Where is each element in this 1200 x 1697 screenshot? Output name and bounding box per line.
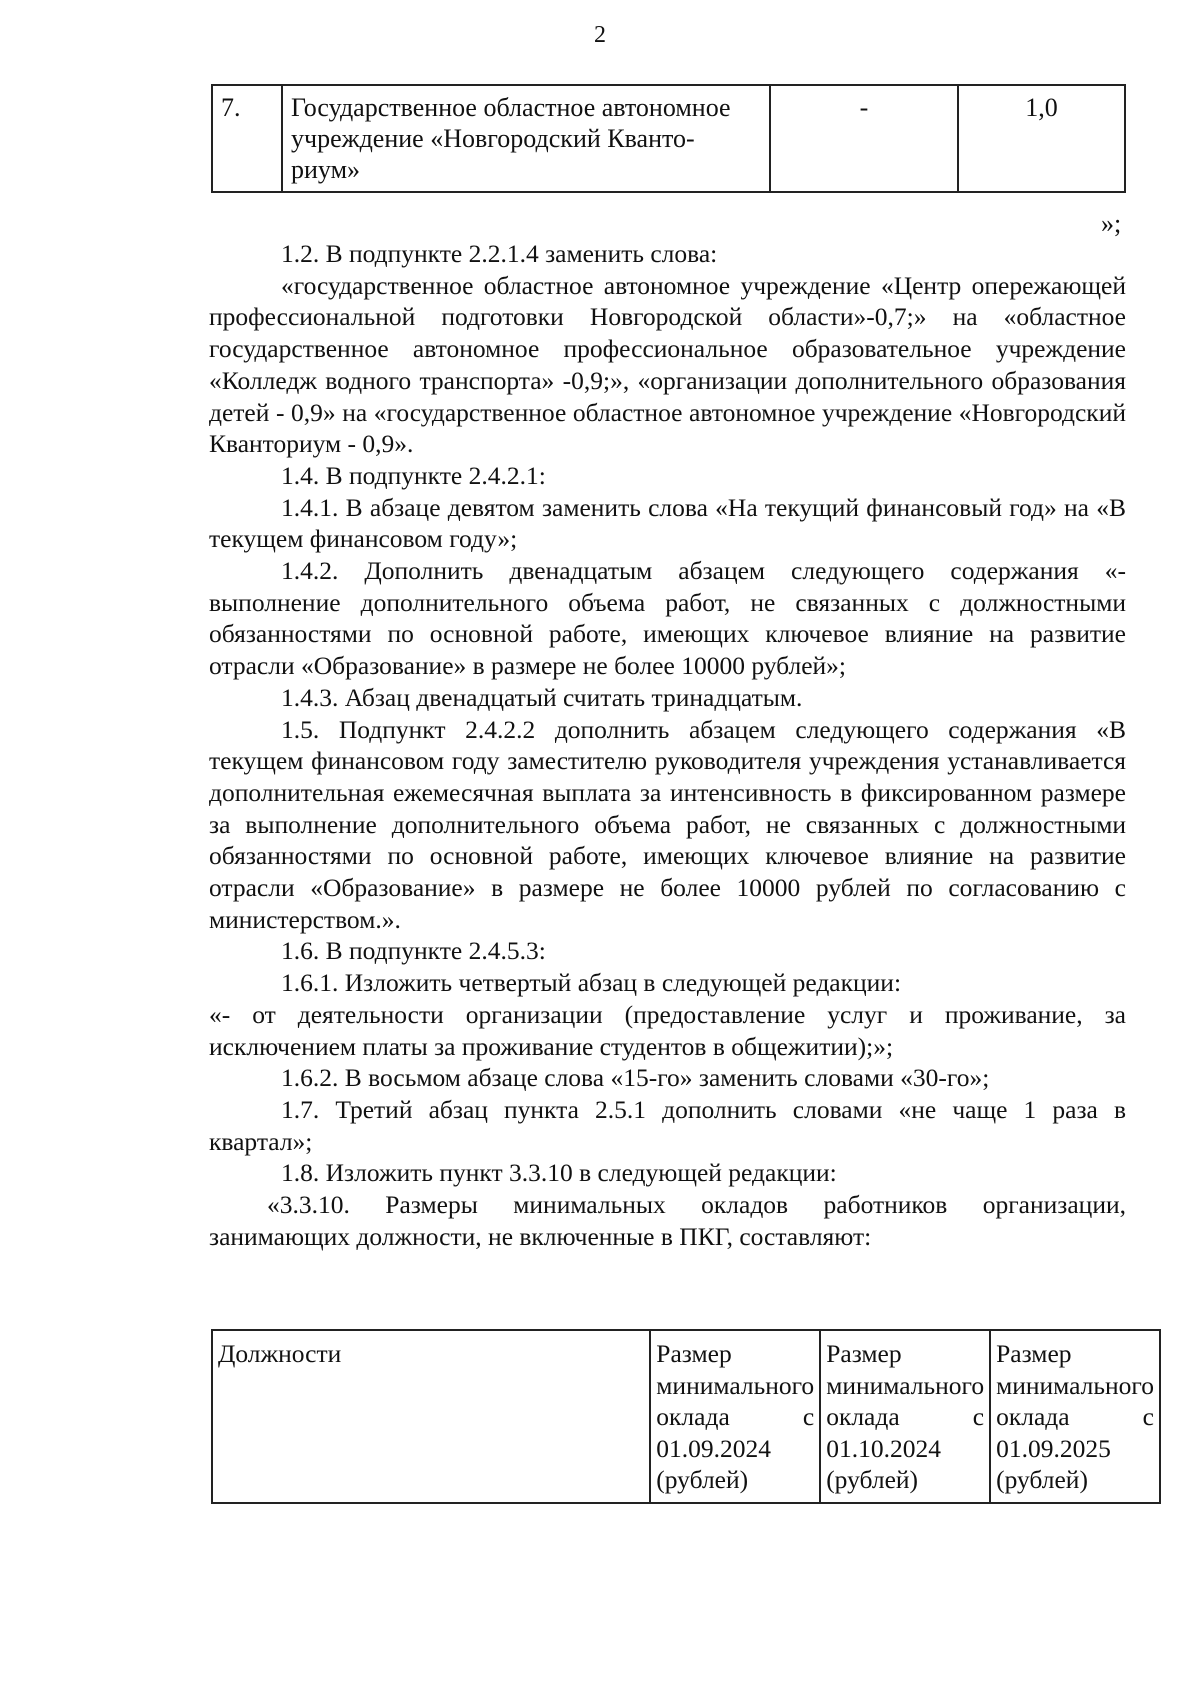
column-header-positions: Должности <box>212 1330 650 1503</box>
paragraph-1-6-2: 1.6.2. В восьмом абзаце слова «15-го» заменить словами «30-го»; <box>281 1063 990 1093</box>
coefficient-value: 1,0 <box>958 85 1125 192</box>
dash-cell: - <box>770 85 958 192</box>
document-body <box>209 238 1126 1253</box>
paragraph-fourth-abzac: «- от деятельности организации (предоставление услуг и проживание, за исключением платы за проживание студентов в общежитии);»; <box>209 999 1126 1061</box>
paragraph-3-3-10: «3.3.10. Размеры минимальных окладов работников организации, занимающих должности, не включенные в ПКГ, составляют: <box>209 1190 1126 1251</box>
paragraph-1-4-1: 1.4.1. В абзаце девятом заменить слова «На текущий финансовый год» на «В текущем финансовом году»; <box>209 492 1126 554</box>
salary-table <box>211 1329 1161 1504</box>
paragraph-1-2: 1.2. В подпункте 2.2.1.4 заменить слова: <box>281 239 718 268</box>
paragraph-1-4: 1.4. В подпункте 2.4.2.1: <box>281 460 546 490</box>
column-header-salary-2024-09: Размер минимального оклада с 01.09.2024 (рублей) <box>650 1330 820 1503</box>
institution-name: Государственное областное автономное учреждение «Новгородский Кванто-риум» <box>282 85 770 192</box>
table-row <box>212 85 1125 192</box>
paragraph-1-6-1: 1.6.1. Изложить четвертый абзац в следующей редакции: <box>281 968 902 998</box>
paragraph-1-5: 1.5. Подпункт 2.4.2.2 дополнить абзацем следующего содержания «В текущем финансовом году заместителю руководителя учреждения устанавливается дополнительная ежемесячная выплата за интенсивность в фиксированном размере за выполнение дополнительного объема работ, не связанных с должностными обязанностями по основной работе, имеющих ключевое влияние на развитие отрасли «Образование» в размере не более 10000 рублей по согласованию с министерством.». <box>209 714 1126 934</box>
row-number: 7. <box>212 85 282 192</box>
paragraph-1-6: 1.6. В подпункте 2.4.5.3: <box>281 936 546 966</box>
column-header-salary-2024-10: Размер минимального оклада с 01.10.2024 (рублей) <box>820 1330 990 1503</box>
institution-table <box>211 84 1126 193</box>
table-header-row <box>212 1330 1160 1503</box>
table-closing-quote: »; <box>1101 209 1122 238</box>
paragraph-1-7: 1.7. Третий абзац пункта 2.5.1 дополнить словами «не чаще 1 раза в квартал»; <box>209 1094 1126 1156</box>
paragraph-1-4-2: 1.4.2. Дополнить двенадцатым абзацем следующего содержания «- выполнение дополнительного объема работ, не связанных с должностными обязанностями по основной работе, имеющих ключевое влияние на развитие отрасли «Образование» в размере не более 10000 рублей»; <box>209 556 1126 681</box>
column-header-salary-2025-09: Размер минимального оклада с 01.09.2025 (рублей) <box>990 1330 1160 1503</box>
page-number: 2 <box>594 22 606 48</box>
paragraph-1-4-3: 1.4.3. Абзац двенадцатый считать тринадцатым. <box>281 682 803 712</box>
paragraph-1-8: 1.8. Изложить пункт 3.3.10 в следующей редакции: <box>281 1158 837 1188</box>
paragraph-replace-text: «государственное областное автономное учреждение «Центр опережающей профессиональной подготовки Новгородской области»-0,7;» на «областное государственное автономное профессиональное образовательное учреждение «Колледж водного транспорта» -0,9;», «организации дополнительного образования детей - 0,9» на «государственное областное автономное учреждение «Новгородский Кванториум - 0,9». <box>209 270 1126 459</box>
